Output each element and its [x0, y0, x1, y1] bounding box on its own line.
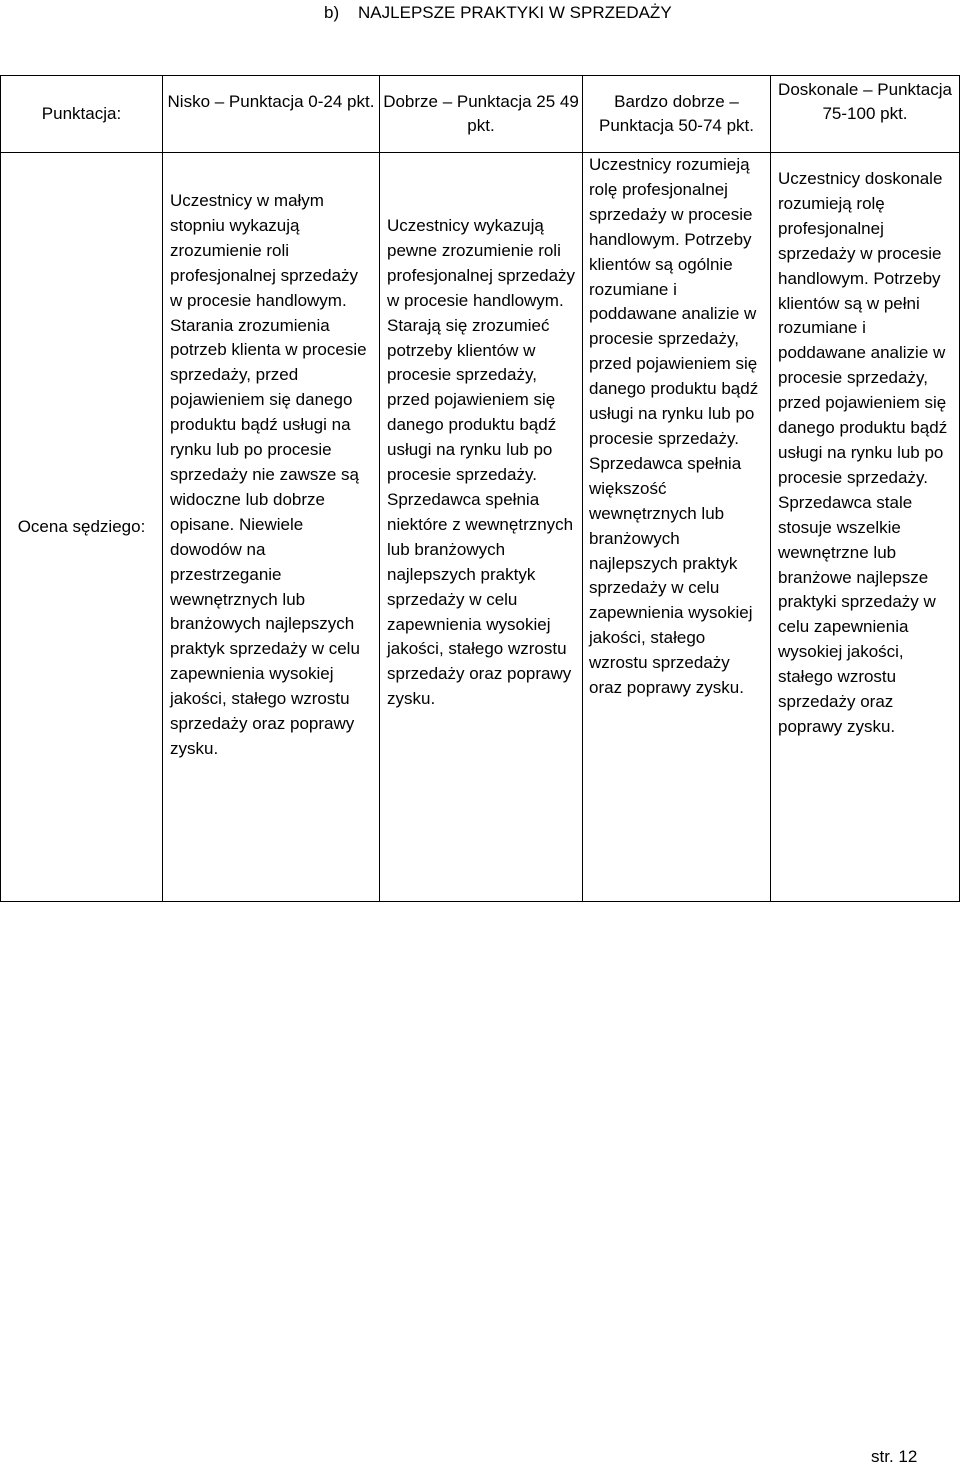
level-description-text: Uczestnicy rozumieją rolę profesjonalnej sprzedaży w procesie handlowym. Potrzeby klientów są ogólnie rozumiane i poddawane analizie w procesie sprzedaży, przed pojawieniem się danego produktu bądź usługi na rynku lub po procesie sprzedaży. Sprzedawca spełnia większość wewnętrznych lub branżowych najlepszych praktyk sprzedaży w celu zapewnienia wysokiej jakości, stałego wzrostu sprzedaży oraz poprawy zysku.: [589, 155, 759, 698]
rubric-body-row: [1, 153, 960, 902]
level-header-text: Dobrze – Punktacja 25 49 pkt.: [383, 92, 579, 135]
rubric-header-row: [1, 76, 960, 153]
level-description-text: Uczestnicy w małym stopniu wykazują zrozumienie roli profesjonalnej sprzedaży w procesie handlowym. Starania zrozumienia potrzeb klienta w procesie sprzedaży, przed pojawieniem się danego produktu bądź usługi na rynku lub po procesie sprzedaży nie zawsze są widoczne lub dobrze opisane. Niewiele dowodów na przestrzeganie wewnętrznych lub branżowych najlepszych praktyk sprzedaży w celu zapewnienia wysokiej jakości, stałego wzrostu sprzedaży oraz poprawy zysku.: [170, 191, 367, 758]
level-description-excellent: [771, 153, 960, 902]
judge-label: Ocena sędziego:: [17, 517, 146, 536]
scoring-rubric-table: [0, 75, 960, 902]
level-description-very-good: [583, 153, 771, 902]
page-number: str. 12: [871, 1447, 918, 1466]
level-description-text: Uczestnicy doskonale rozumieją rolę profesjonalnej sprzedaży w procesie handlowym. Potrzeby klientów są w pełni rozumiane i poddawane analizie w procesie sprzedaży, przed pojawieniem się danego produktu bądź usługi na rynku lub po procesie sprzedaży. Sprzedawca stale stosuje wszelkie wewnętrzne lub branżowe najlepsze praktyki sprzedaży w celu zapewnienia wysokiej jakości, stałego wzrostu sprzedaży oraz poprawy zysku.: [778, 169, 948, 736]
scoring-label-cell: [1, 76, 163, 153]
level-header-text: Bardzo dobrze – Punktacja 50-74 pkt.: [599, 92, 754, 135]
level-header-very-good: [583, 76, 771, 153]
level-header-text: Nisko – Punktacja 0-24 pkt.: [167, 92, 375, 111]
level-description-text: Uczestnicy wykazują pewne zrozumienie roli profesjonalnej sprzedaży w procesie handlowym. Starają się zrozumieć potrzeby klientów w procesie sprzedaży, przed pojawieniem się danego produktu bądź usługi na rynku lub po procesie sprzedaży. Sprzedawca spełnia niektóre z wewnętrznych lub branżowych najlepszych praktyk sprzedaży w celu zapewnienia wysokiej jakości, stałego wzrostu sprzedaży oraz poprawy zysku.: [387, 216, 576, 709]
level-header-good: [380, 76, 583, 153]
level-description-good: [380, 153, 583, 902]
level-header-text: Doskonale – Punktacja 75-100 pkt.: [778, 80, 952, 123]
judge-label-cell: [1, 153, 163, 902]
level-header-low: [163, 76, 380, 153]
section-heading-text: b) NAJLEPSZE PRAKTYKI W SPRZEDAŻY: [324, 3, 672, 22]
scoring-label: Punktacja:: [41, 104, 122, 123]
level-header-excellent: [771, 76, 960, 153]
level-description-low: [163, 153, 380, 902]
